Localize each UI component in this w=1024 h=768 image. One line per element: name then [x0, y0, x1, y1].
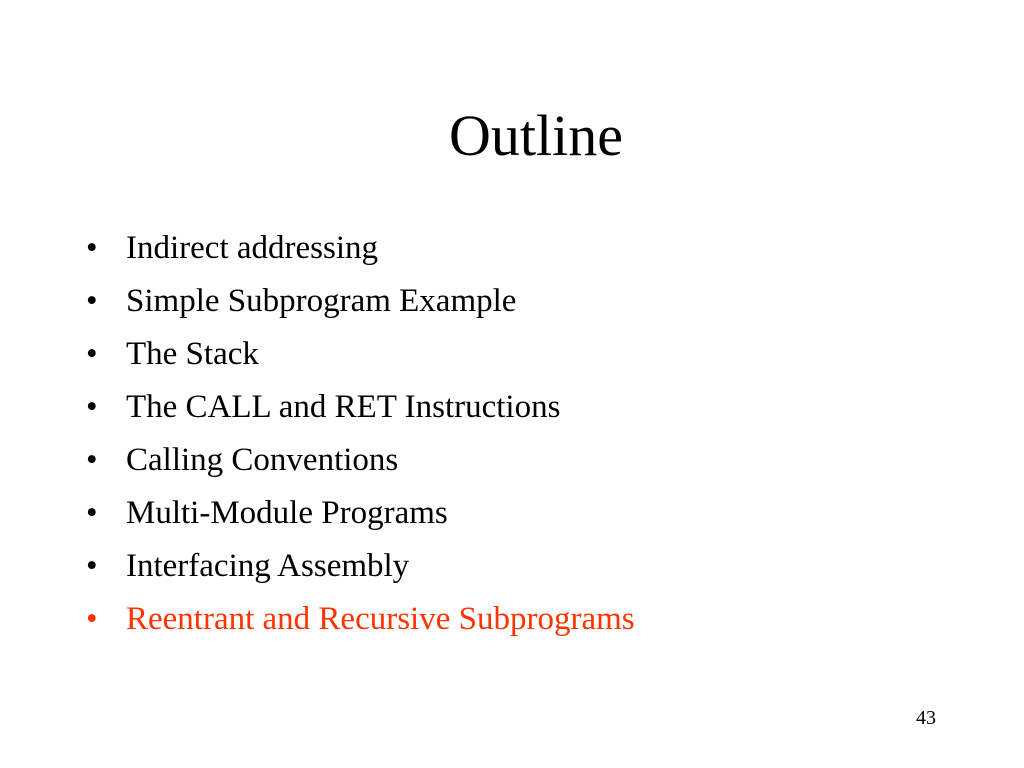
page-number: 43: [916, 707, 936, 729]
list-item-text: Reentrant and Recursive Subprograms: [126, 601, 635, 637]
bullet-icon: •: [86, 283, 98, 319]
bullet-icon: •: [86, 442, 98, 478]
slide-title: Outline: [449, 103, 623, 168]
bullet-icon: •: [86, 336, 98, 372]
list-item-text: Calling Conventions: [126, 442, 399, 478]
list-item-text: Interfacing Assembly: [126, 548, 410, 584]
bullet-icon: •: [86, 230, 98, 266]
bullet-icon: •: [86, 495, 98, 531]
list-item-text: Multi-Module Programs: [126, 495, 448, 531]
bullet-icon: •: [86, 548, 98, 584]
list-item-text: Simple Subprogram Example: [126, 283, 517, 319]
bullet-icon: •: [86, 389, 98, 425]
list-item-text: The Stack: [126, 336, 259, 372]
bullet-icon: •: [86, 601, 98, 637]
list-item-text: Indirect addressing: [126, 230, 378, 266]
list-item-text: The CALL and RET Instructions: [126, 389, 561, 425]
